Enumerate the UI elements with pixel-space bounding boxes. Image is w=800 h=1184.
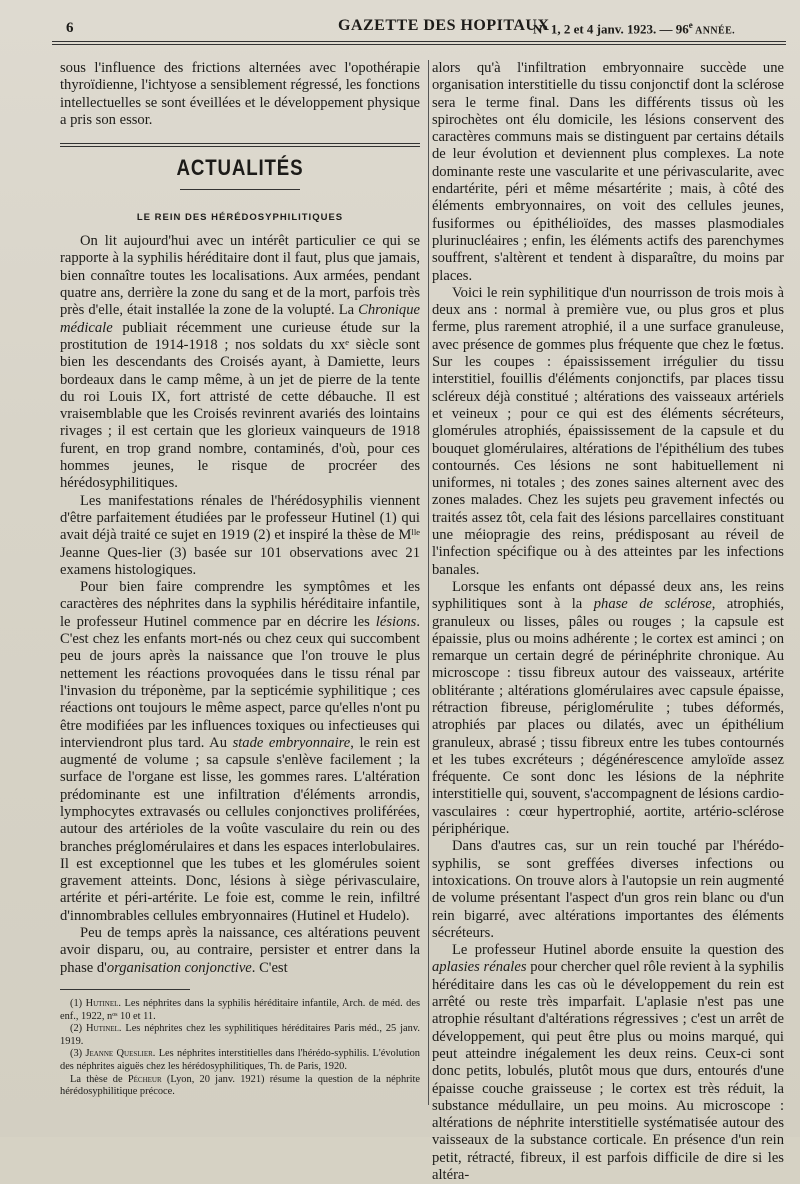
- right-paragraph-5: [432, 942, 784, 1184]
- header-rule-double: [52, 44, 786, 45]
- right-column: [432, 60, 784, 1184]
- p4-text-a: Peu de temps après la naissance, ces altérations peuvent avoir disparu, ou, au contraire, persister et entrer dans la phase d': [60, 925, 420, 976]
- section-title: ACTUALITÉS: [176, 155, 304, 181]
- p1-text-b: publiait récemment une curieuse étude sur la prostitution de 1914-1918 ; nos soldats du xxᵉ siècle sont bien les descendants des Croisés ayant, à Damiette, leurs bordeaux dans le camp même, à un jet de pierre de la tente du roi Louis IX, fort attristé de cette débauche. Il est vraisemblable que les Croisés revinrent avariés des lointains rivages ; il est certain que les glorieux vainqueurs de 1918 furent, en trop grand nombre, contaminés, d'où, pour ces hommes jeunes, le risque de procréer des hérédosyphilitiques.: [60, 319, 420, 492]
- p3-em-stade: stade embryonnaire: [232, 734, 351, 751]
- left-column: [60, 60, 420, 1099]
- rp3-em-sclerose: phase de sclérose: [593, 596, 712, 613]
- article-paragraph-2: Les manifestations rénales de l'hérédosyphilis viennent d'être parfaitement étudiées par le professeur Hutinel (1) qui avait déjà traité ce sujet en 1919 (2) et inspiré la thèse de Mˡˡᵉ Jeanne Ques-lier (3) basée sur 101 observations avec 21 examens histologiques.: [60, 492, 420, 578]
- p3-text-a: Pour bien faire comprendre les symptômes et les caractères des néphrites dans la syphilis héréditaire infantile, le professeur Hutinel commence par en décrire les: [60, 579, 420, 630]
- fn2-text: . Les néphrites chez les syphilitiques héréditaires Paris méd., 25 janv. 1919.: [60, 1023, 420, 1047]
- right-paragraph-3: [432, 579, 784, 838]
- rp5-text-b: pour chercher quel rôle revient à la syphilis héréditaire dans les cas où le développement du rein est arrêté ou reste très imparfait. L'aplasie n'est pas une atrophie résultant d'altérations régressives ; c'est un arrêt de développement, qui peut être plus ou moins marqué, qui peut atteindre inégalement les deux reins. Ceux-ci sont donc petits, lobulés, plutôt mous que durs, entourés d'une épaisse couche graisseuse ; le cortex est très réduit, la substance médullaire, un peu moins. Au microscope : altérations de néphrite interstitielle systématisée autour des vaisseaux de la substance corticale. En présence d'un rein petit, rétracté, fibreux, il est parfois difficile de dire si les altéra-: [432, 959, 784, 1183]
- p3-em-lesions: lésions: [375, 613, 417, 630]
- section-rule-top: [60, 143, 420, 144]
- right-paragraph-4: Dans d'autres cas, sur un rein touché par l'hérédo-syphilis, se sont greffées diverses infections ou intoxications. On trouve alors à l'autopsie un rein augmenté de volume présentant l'aspect d'un gros rein blanc ou d'un rein bigarré, avec altérations importantes des éléments sécréteurs.: [432, 838, 784, 941]
- issue-line: [533, 20, 735, 37]
- footnote-1: (1) Hutinel. Les néphrites dans la syphilis héréditaire infantile, Arch. de méd. des enf., 1922, nᵒˢ 10 et 11.: [60, 997, 421, 1022]
- p3-text-c: , le rein est augmenté de volume ; sa capsule s'enlève facilement ; la surface de l'organe est lisse, les gommes rares. L'altération prédominante est une infiltration d'éléments arrondis, lymphocytes extravasés ou cellules conjonctives proliférées, autour des artérioles de la voûte vasculaire du rein ou des branches préglomérulaires et dans les espaces interlobulaires. Il est exceptionnel que les tubes et les glomérules soient gravement atteints. Donc, lésions à siège périvasculaire, artérite et péri-artérite. Le foie est, comme le rein, infiltré d'innombrables cellules embryonnaires (Hutinel et Hudelo).: [60, 734, 420, 924]
- right-paragraph-2: Voici le rein syphilitique d'un nourrisson de trois mois à deux ans : normal à première vue, ou plus gros et plus ferme, plus rarement atrophié, il a une surface granuleuse, avec présence de gommes plus fréquente que chez le fœtus. Sur les coupes : épaississement irrégulier du tissu interstitiel, fouillis d'éléments conjonctifs, par places tissu scléreux déjà constitué ; altérations des vaisseaux artériels et veineux ; pour ce qui est des éléments sécréteurs, glomérules atrophiés, épaississement de la capsule et du bouquet glomérulaires, altérations de l'épithélium des tubes contournés. Ces lésions ne sont habituellement ni uniformes, ni totales ; des zones saines alternent avec des zones malades. Chez les sujets peu gravement infectés ou traités assez tôt, cela fait des lésions parcellaires constituant une méiopragie des reins, prédisposant au réveil de l'infection spécifique ou à des atteintes par les infections banales.: [432, 284, 784, 578]
- fn2-author: Hutinel: [86, 1023, 119, 1035]
- section-rule-top-double: [60, 146, 420, 147]
- journal-title: GAZETTE DES HOPITAUX: [338, 17, 550, 34]
- fn4-pre: La thèse de: [70, 1073, 128, 1085]
- article-paragraph-4: [60, 925, 420, 977]
- issue-year-suffix: e: [688, 20, 693, 30]
- article-subhead: LE REIN DES HÉRÉDOSYPHILITIQUES: [136, 212, 344, 224]
- fn1-text: . Les néphrites dans la syphilis héréditaire infantile, Arch. de méd. des enf., 1922, nᵒˢ 10 et 11.: [60, 997, 421, 1022]
- page-number: 6: [66, 20, 74, 36]
- p1-em-chronique: Chronique médicale: [60, 302, 420, 336]
- section-title-underline: [180, 189, 300, 190]
- rp5-text-a: Le professeur Hutinel aborde ensuite la question des: [452, 942, 784, 959]
- fn3-author: Jeanne Queslier: [85, 1048, 153, 1060]
- footnotes: [60, 998, 420, 1099]
- article-paragraph-3: [60, 579, 420, 925]
- article-paragraph-1: [60, 233, 420, 492]
- fn1-author: Hutinel: [85, 997, 119, 1009]
- p3-text-b: . C'est chez les enfants mort-nés ou chez ceux qui succombent peu de jours après la naissance que l'on trouve le plus nettement les réactions provoquées dans le tissu rénal par l'invasion du tréponème, par la septicémie syphilitique ; ces réactions ont toujours le même aspect, parce qu'elles n'ont pu être modifiées par les influences toxiques ou infectieuses qui interviendront plus tard. Au: [60, 613, 420, 751]
- right-paragraph-1: alors qu'à l'infiltration embryonnaire succède une organisation interstitielle du tissu conjonctif dont la sclérose sera le terme final. Dans les différents tissus où les spirochètes ont élu domicile, les lésions conservent des caractères communs mais se distinguent par certains détails de leur évolution et deviennent plus complexes. La note dominante reste une vascularite et une périvascularite, avec endartérite, péri et même mésartérite ; mais, à côté des éléments embryonnaires, on voit des cellules jeunes, fusiformes ou épithélioïdes, des masses plasmodiales plurinucléaires ; enfin, les éléments actifs des parenchymes souffrent, s'altèrent et tendent à disparaître, du moins par places.: [432, 60, 784, 284]
- p4-text-b: . C'est: [251, 959, 288, 976]
- rp3-text-a: Lorsque les enfants ont dépassé deux ans, les reins syphilitiques sont à la: [432, 578, 784, 613]
- footnote-4: [60, 1074, 420, 1099]
- footnote-2: (2) Hutinel. Les néphrites chez les syphilitiques héréditaires Paris méd., 25 janv. 1919.: [60, 1023, 420, 1047]
- intro-paragraph: sous l'influence des frictions alternées avec l'opothérapie thyroïdienne, l'ichtyose a sensiblement régressé, les fonctions intellectuelles se sont éveillées et le développement physique a pris son essor.: [60, 60, 420, 128]
- rp3-text-b: , atrophiés, granuleux ou lisses, pâles ou rouges ; la capsule est épaissie, plus ou moins adhérente ; le cortex est aminci ; on remarque un certain degré de périnéphrite chronique. Au microscope : tissu fibreux autour des vaisseaux, artérite oblitérante ; altérations glomérulaires avec capsule épaisse, rétraction fibreuse, périglomérulite ; tubes déformés, atrophiés par places ou dilatés, avec un épithélium granuleux, abrasé ; tissu fibreux entre les tubes contournés et les tubes excréteurs ; dégénérescence amyloïde assez fréquente. Ce sont donc les lésions de la néphrite interstitielle qui, souvent, s'accompagnent de lésions cardio-vasculaires : cœur hypertrophié, aortite, artério-sclérose périphérique.: [432, 596, 784, 838]
- issue-number: N° 1, 2 et 4 janv. 1923. — 96: [533, 21, 689, 37]
- header-rule: [52, 41, 786, 42]
- fn4-text: (Lyon, 20 janv. 1921) résume la question de la néphrite hérédosyphilitique précoce.: [60, 1073, 420, 1098]
- footnote-rule: [60, 989, 190, 990]
- fn3-text: . Les néphrites interstitielles dans l'hérédo-syphilis. L'évolution des néphrites aiguës chez les hérédosyphilitiques, Th. de Paris, 1920.: [60, 1048, 420, 1072]
- rp5-em-aplasies: aplasies rénales: [432, 959, 527, 976]
- footnote-3: (3) Jeanne Queslier. Les néphrites interstitielles dans l'hérédo-syphilis. L'évolution des néphrites aiguës chez les hérédosyphilitiques, Th. de Paris, 1920.: [60, 1048, 420, 1072]
- fn4-author: Pécheur: [127, 1073, 162, 1085]
- issue-annee: ANNÉE.: [692, 25, 736, 37]
- p4-em-organisation: organisation conjonctive: [106, 959, 252, 976]
- p1-text-a: On lit aujourd'hui avec un intérêt particulier ce qui se rapporte à la syphilis héréditaire dont il faut, plus que jamais, bien connaître toutes les localisations. Aux armées, pendant quatre ans, derrière la zone du sang et de la mort, parfois très près d'elle, était installée la zone de la volupté. La: [60, 233, 420, 319]
- page-header: [52, 14, 788, 40]
- column-divider: [428, 60, 429, 1105]
